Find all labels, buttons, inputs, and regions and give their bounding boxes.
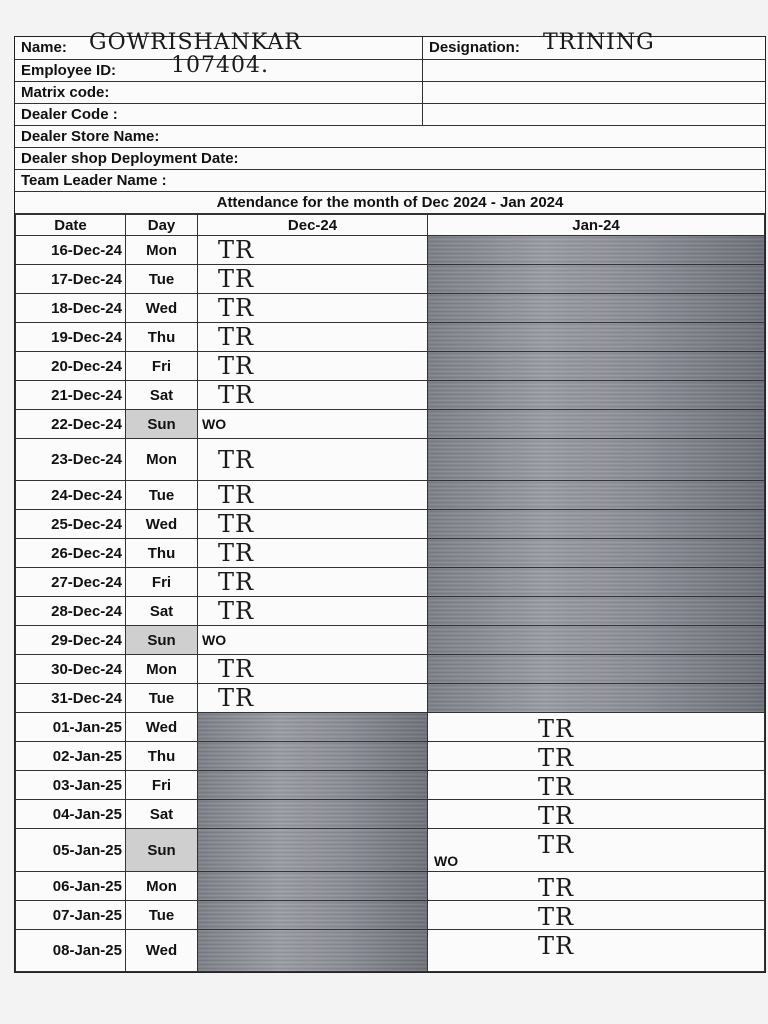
designation-field — [423, 30, 765, 59]
dec-mark: TR — [218, 323, 255, 351]
dec-blocked-cell — [198, 800, 428, 829]
jan-blocked-cell — [428, 265, 765, 294]
dec-mark-cell — [198, 236, 428, 265]
dec-mark-cell — [198, 626, 428, 655]
jan-blocked-cell — [428, 236, 765, 265]
row-date: 28-Dec-24 — [16, 597, 126, 626]
table-row — [16, 323, 765, 352]
dec-blocked-cell — [198, 930, 428, 972]
row-day: Fri — [126, 771, 198, 800]
jan-blocked-cell — [428, 381, 765, 410]
dec-mark-cell — [198, 439, 428, 481]
row-day: Mon — [126, 872, 198, 901]
row-day: Fri — [126, 568, 198, 597]
table-row — [16, 829, 765, 872]
table-row — [16, 597, 765, 626]
jan-blocked-cell — [428, 352, 765, 381]
table-row — [16, 352, 765, 381]
jan-mark: TR — [538, 715, 575, 742]
jan-blocked-cell — [428, 655, 765, 684]
row-day: Wed — [126, 294, 198, 323]
dec-column-header: Dec-24 — [198, 215, 428, 236]
table-row — [16, 439, 765, 481]
deployment-date-label: Dealer shop Deployment Date: — [21, 150, 239, 167]
table-row — [16, 265, 765, 294]
date-column-header: Date — [16, 215, 126, 236]
table-row — [16, 510, 765, 539]
dealer-code-field — [15, 104, 423, 125]
table-row — [16, 655, 765, 684]
row-day: Thu — [126, 323, 198, 352]
table-row — [16, 539, 765, 568]
employee-id-value: 107404. — [171, 53, 269, 78]
row-day: Sun — [126, 410, 198, 439]
dec-mark-cell — [198, 655, 428, 684]
attendance-sheet — [14, 30, 766, 973]
dec-mark: TR — [218, 352, 255, 380]
row-date: 08-Jan-25 — [16, 930, 126, 972]
row-day: Fri — [126, 352, 198, 381]
jan-blocked-cell — [428, 294, 765, 323]
row-date: 27-Dec-24 — [16, 568, 126, 597]
row-day: Mon — [126, 439, 198, 481]
jan-mark: TR — [538, 744, 575, 771]
jan-blocked-cell — [428, 439, 765, 481]
table-row — [16, 294, 765, 323]
row-day: Sat — [126, 800, 198, 829]
row-date: 18-Dec-24 — [16, 294, 126, 323]
table-header-row — [16, 215, 765, 236]
dec-mark: TR — [218, 481, 255, 509]
day-column-header: Day — [126, 215, 198, 236]
row-day: Sat — [126, 597, 198, 626]
dec-mark-cell — [198, 352, 428, 381]
jan-blocked-cell — [428, 597, 765, 626]
table-row — [16, 236, 765, 265]
row-date: 05-Jan-25 — [16, 829, 126, 872]
row-day: Wed — [126, 930, 198, 972]
row-date: 26-Dec-24 — [16, 539, 126, 568]
dec-mark-cell — [198, 510, 428, 539]
dec-blocked-cell — [198, 771, 428, 800]
dec-mark-cell — [198, 323, 428, 352]
row-date: 29-Dec-24 — [16, 626, 126, 655]
row-date: 16-Dec-24 — [16, 236, 126, 265]
table-row — [16, 930, 765, 972]
dec-mark: TR — [218, 568, 255, 596]
jan-blocked-cell — [428, 684, 765, 713]
table-row — [16, 410, 765, 439]
team-leader-field — [15, 170, 765, 191]
employee-id-field — [15, 53, 423, 81]
row-day: Mon — [126, 655, 198, 684]
jan-blocked-cell — [428, 481, 765, 510]
dec-mark: TR — [218, 655, 255, 683]
row-day: Sun — [126, 829, 198, 872]
table-row — [16, 901, 765, 930]
dec-mark-cell — [198, 597, 428, 626]
dec-mark: WO — [202, 415, 227, 432]
jan-blocked-cell — [428, 539, 765, 568]
row-day: Thu — [126, 539, 198, 568]
matrix-code-field — [15, 82, 423, 103]
row-date: 03-Jan-25 — [16, 771, 126, 800]
jan-mark: TR — [538, 831, 575, 859]
dec-blocked-cell — [198, 742, 428, 771]
dec-blocked-cell — [198, 829, 428, 872]
jan-mark-cell — [428, 872, 765, 901]
table-row — [16, 481, 765, 510]
row-day: Thu — [126, 742, 198, 771]
dec-mark: TR — [218, 445, 255, 474]
designation-value: TRINING — [543, 30, 655, 55]
row-day: Tue — [126, 481, 198, 510]
table-row — [16, 684, 765, 713]
attendance-table — [15, 214, 765, 972]
table-row — [16, 381, 765, 410]
row-day: Tue — [126, 265, 198, 294]
row-day: Sat — [126, 381, 198, 410]
jan-mark: TR — [538, 903, 575, 930]
dealer-store-label: Dealer Store Name: — [21, 128, 160, 145]
row-date: 17-Dec-24 — [16, 265, 126, 294]
jan-mark: TR — [538, 802, 575, 829]
row-date: 31-Dec-24 — [16, 684, 126, 713]
jan-blocked-cell — [428, 323, 765, 352]
table-row — [16, 771, 765, 800]
row-date: 22-Dec-24 — [16, 410, 126, 439]
dec-mark: TR — [218, 294, 255, 322]
row-day: Sun — [126, 626, 198, 655]
jan-mark: TR — [538, 932, 575, 960]
table-row — [16, 800, 765, 829]
dec-mark-cell — [198, 539, 428, 568]
dec-mark-cell — [198, 684, 428, 713]
employee-id-label: Employee ID: — [21, 62, 117, 79]
row-date: 04-Jan-25 — [16, 800, 126, 829]
jan-mark: TR — [538, 874, 575, 901]
jan-column-header: Jan-24 — [428, 215, 765, 236]
row-date: 01-Jan-25 — [16, 713, 126, 742]
deployment-date-field — [15, 148, 765, 169]
row-day: Mon — [126, 236, 198, 265]
dec-mark: TR — [218, 510, 255, 538]
matrix-code-label: Matrix code: — [21, 84, 110, 101]
dec-mark-cell — [198, 265, 428, 294]
row-date: 23-Dec-24 — [16, 439, 126, 481]
jan-weekoff-note: WO — [434, 853, 459, 869]
jan-mark-cell — [428, 771, 765, 800]
table-row — [16, 568, 765, 597]
designation-label: Designation: — [429, 39, 520, 56]
dealer-code-label: Dealer Code : — [21, 106, 118, 123]
jan-mark-cell — [428, 930, 765, 972]
row-date: 19-Dec-24 — [16, 323, 126, 352]
jan-mark: TR — [538, 773, 575, 800]
dec-mark: TR — [218, 684, 255, 712]
row-date: 21-Dec-24 — [16, 381, 126, 410]
row-date: 02-Jan-25 — [16, 742, 126, 771]
table-row — [16, 742, 765, 771]
row-date: 20-Dec-24 — [16, 352, 126, 381]
row-day: Tue — [126, 901, 198, 930]
jan-mark-cell — [428, 713, 765, 742]
dec-mark: TR — [218, 381, 255, 409]
attendance-rows — [16, 236, 765, 972]
dec-blocked-cell — [198, 713, 428, 742]
row-date: 06-Jan-25 — [16, 872, 126, 901]
table-row — [16, 626, 765, 655]
dealer-store-field — [15, 126, 765, 147]
dec-blocked-cell — [198, 901, 428, 930]
table-row — [16, 872, 765, 901]
row-date: 07-Jan-25 — [16, 901, 126, 930]
dec-blocked-cell — [198, 872, 428, 901]
jan-mark-cell — [428, 742, 765, 771]
jan-mark-cell — [428, 901, 765, 930]
jan-blocked-cell — [428, 410, 765, 439]
team-leader-label: Team Leader Name : — [21, 172, 167, 189]
dec-mark-cell — [198, 294, 428, 323]
row-date: 25-Dec-24 — [16, 510, 126, 539]
dec-mark-cell — [198, 568, 428, 597]
dec-mark-cell — [198, 381, 428, 410]
jan-mark-cell — [428, 800, 765, 829]
dec-mark: TR — [218, 236, 255, 264]
name-label: Name: — [21, 39, 67, 56]
jan-blocked-cell — [428, 568, 765, 597]
row-date: 30-Dec-24 — [16, 655, 126, 684]
dec-mark-cell — [198, 410, 428, 439]
dec-mark: TR — [218, 539, 255, 567]
jan-mark-cell — [428, 829, 765, 872]
jan-blocked-cell — [428, 626, 765, 655]
dec-mark: WO — [202, 631, 227, 648]
name-value: GOWRISHANKAR — [89, 30, 302, 55]
row-day: Wed — [126, 510, 198, 539]
jan-blocked-cell — [428, 510, 765, 539]
table-row — [16, 713, 765, 742]
sheet-title: Attendance for the month of Dec 2024 - Jan 2024 — [15, 192, 765, 214]
dec-mark-cell — [198, 481, 428, 510]
row-day: Wed — [126, 713, 198, 742]
row-date: 24-Dec-24 — [16, 481, 126, 510]
row-day: Tue — [126, 684, 198, 713]
dec-mark: TR — [218, 597, 255, 625]
dec-mark: TR — [218, 265, 255, 293]
